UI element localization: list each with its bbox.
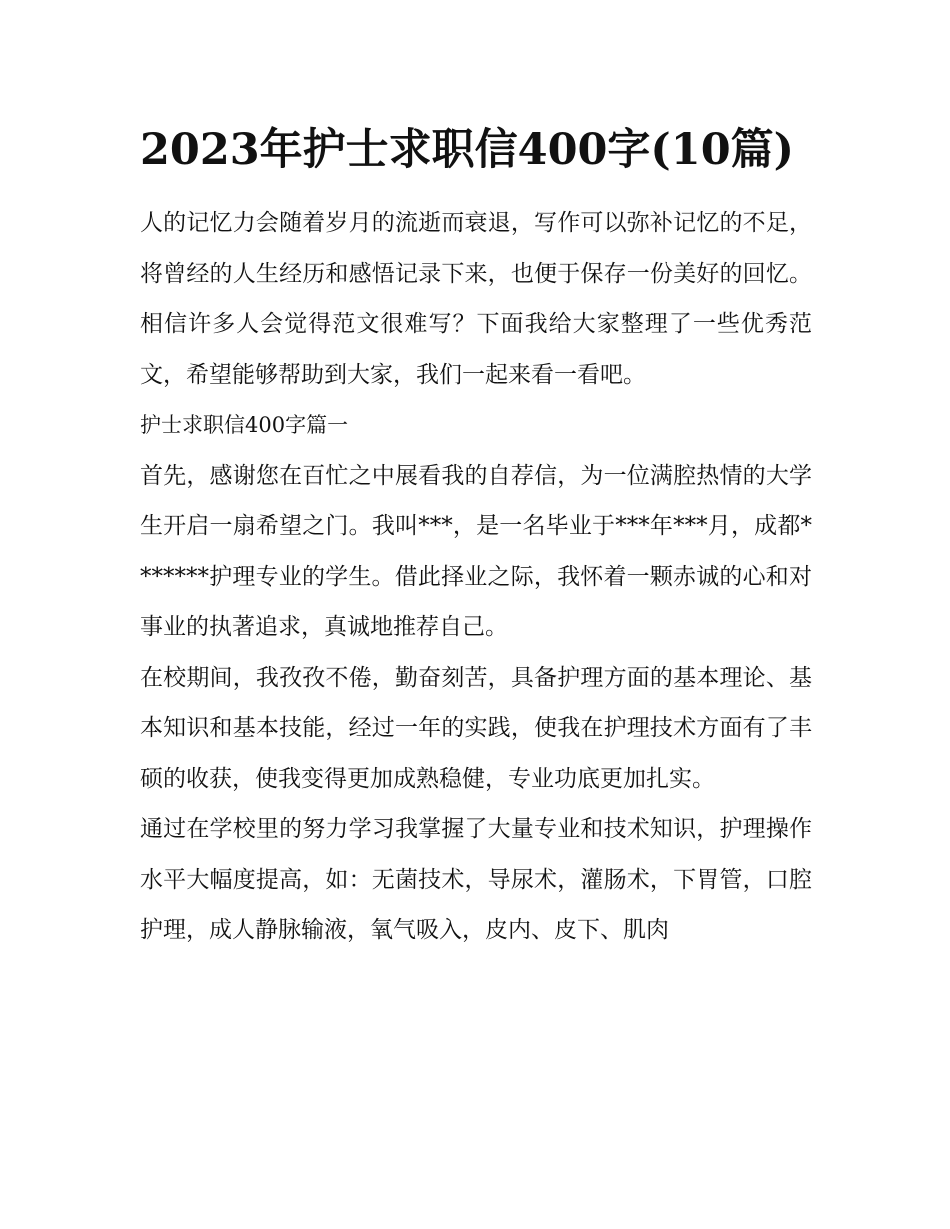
- document-title: 2023年护士求职信400字(10篇): [140, 125, 794, 175]
- document-page: [140, 112, 812, 956]
- body-paragraph-3: 通过在学校里的努力学习我掌握了大量专业和技术知识，护理操作水平大幅度提高，如：无菌技术，导尿术，灌肠术，下胃管，口腔护理，成人静脉输液，氧气吸入，皮内、皮下、肌肉: [140, 816, 812, 943]
- document-body: [140, 198, 812, 956]
- section-heading: 护士求职信400字篇一: [140, 413, 349, 437]
- intro-paragraph: 人的记忆力会随着岁月的流逝而衰退，写作可以弥补记忆的不足，将曾经的人生经历和感悟记录下来，也便于保存一份美好的回忆。相信许多人会觉得范文很难写？下面我给大家整理了一些优秀范文，希望能够帮助到大家，我们一起来看一看吧。: [140, 210, 812, 388]
- body-paragraph-2: 在校期间，我孜孜不倦，勤奋刻苦，具备护理方面的基本理论、基本知识和基本技能，经过一年的实践，使我在护理技术方面有了丰硕的收获，使我变得更加成熟稳健，专业功底更加扎实。: [140, 664, 812, 792]
- body-paragraph-1: 首先，感谢您在百忙之中展看我的自荐信，为一位满腔热情的大学生开启一扇希望之门。我叫***，是一名毕业于***年***月，成都*******护理专业的学生。借此择业之际，我怀着一颗赤诚的心和对事业的执著追求，真诚地推荐自己。: [140, 462, 812, 640]
